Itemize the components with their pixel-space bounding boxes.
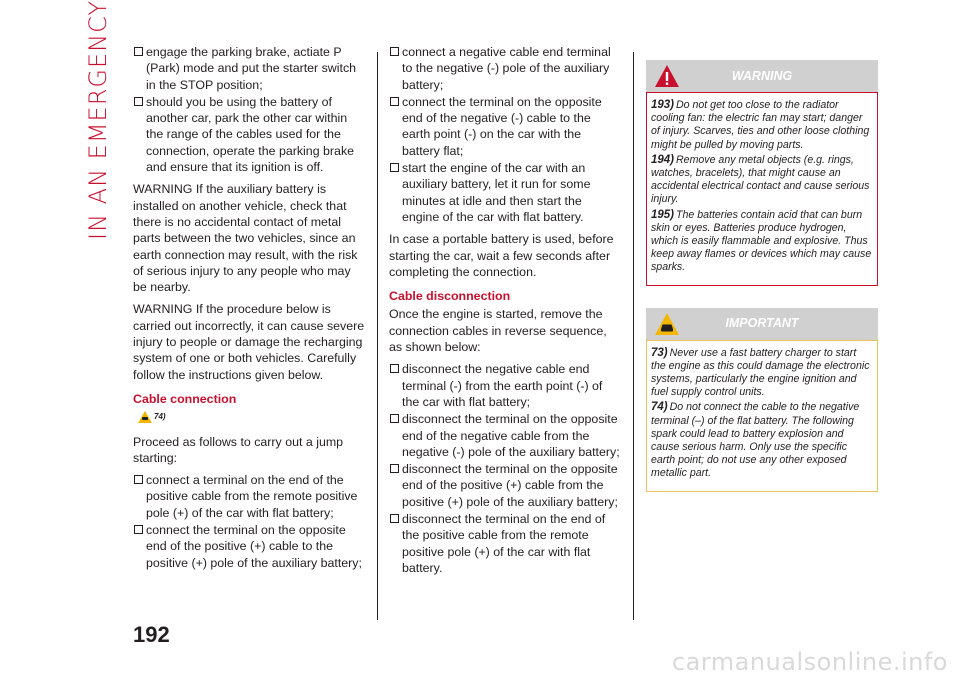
checkbox-bullet-icon	[390, 464, 399, 473]
checkbox-bullet-icon	[390, 414, 399, 423]
list-item: connect a negative cable end terminal to the negative (-) pole of the auxiliary battery;	[389, 44, 621, 93]
checkbox-bullet-icon	[390, 514, 399, 523]
important-box-header	[646, 308, 878, 340]
important-box	[646, 308, 878, 492]
page-number: 192	[133, 622, 170, 647]
checkbox-bullet-icon	[134, 525, 143, 534]
column-divider	[377, 52, 378, 620]
checkbox-bullet-icon	[134, 475, 143, 484]
column-3	[646, 60, 878, 492]
list-item: disconnect the terminal on the opposite end of the positive (+) cable from the positive (+) pole of the auxiliary battery;	[389, 461, 621, 510]
note-item: 195) The batteries contain acid that can burn skin or eyes. Batteries produce hydrogen, which is easily flammable and explosive. Thus keep away flames or devices which may cause sparks.	[651, 208, 872, 274]
exclamation-warning-icon	[654, 64, 680, 88]
warning-paragraph: WARNING If the auxiliary battery is installed on another vehicle, check that there is no accidental contact of metal parts between the two vehicles, since an earth connection may result, with the risk of serious injury to any people who may be nearby.	[133, 182, 358, 295]
warning-paragraph: WARNING If the procedure below is carried out incorrectly, it can cause severe injury to people or damage the recharging system of one or both vehicles. Carefully follow the instructions given below.	[133, 302, 365, 382]
checkbox-bullet-icon	[134, 47, 143, 56]
note-item: 74) Do not connect the cable to the negative terminal (–) of the flat battery. The following spark could lead to battery explosion and cause serious harm. Only use the specific earth point; do not use any other exposed metallic part.	[651, 401, 860, 480]
list-item: connect the terminal on the opposite end of the negative (-) cable to the earth point (-) on the car with the battery flat;	[389, 94, 621, 159]
column-2	[389, 44, 621, 577]
intro-paragraph: Proceed as follows to carry out a jump starting:	[133, 434, 344, 465]
important-box-body	[646, 340, 878, 492]
list-item: engage the parking brake, actiate P (Park) mode and put the starter switch in the STOP position;	[133, 44, 367, 93]
list-item: connect the terminal on the opposite end of the positive (+) cable to the positive (+) pole of the auxiliary battery;	[133, 522, 367, 571]
warning-reference: 74)	[138, 409, 367, 425]
note-item: 194) Remove any metal objects (e.g. rings, watches, bracelets), that might cause an accidental electrical contact and cause serious injury.	[651, 153, 870, 206]
section-heading: Cable connection	[133, 391, 237, 406]
list-item: connect a terminal on the end of the positive cable from the remote positive pole (+) of the car with flat battery;	[133, 472, 367, 521]
checkbox-bullet-icon	[390, 97, 399, 106]
checkbox-bullet-icon	[390, 364, 399, 373]
car-warning-icon	[138, 411, 152, 423]
checkbox-bullet-icon	[390, 163, 399, 172]
list-item: disconnect the negative cable end terminal (-) from the earth point (-) of the car with flat battery;	[389, 361, 621, 410]
note-item: 73) Never use a fast battery charger to start the engine as this could damage the electronic systems, particularly the engine ignition and fuel supply control units.	[651, 346, 870, 399]
checkbox-bullet-icon	[134, 97, 143, 106]
warning-box-header	[646, 60, 878, 92]
info-paragraph: In case a portable battery is used, before starting the car, wait a few seconds after completing the connection.	[389, 232, 614, 279]
section-heading: Cable disconnection	[389, 289, 511, 304]
car-caution-icon	[654, 312, 680, 336]
column-divider	[633, 52, 634, 620]
warning-box	[646, 60, 878, 286]
important-box-title: IMPORTANT	[725, 316, 799, 331]
column-1	[133, 44, 367, 572]
watermark: carmanualsonline.info	[671, 648, 948, 676]
list-item: disconnect the terminal on the opposite end of the negative cable from the negative (-) pole of the auxiliary battery;	[389, 411, 621, 460]
checkbox-bullet-icon	[390, 47, 399, 56]
section-tab: IN AN EMERGENCY	[84, 0, 112, 240]
warning-box-title: WARNING	[731, 68, 793, 83]
list-item: disconnect the terminal on the end of the positive cable from the remote positive pole (+) of the car with flat battery.	[389, 511, 621, 576]
intro-paragraph: Once the engine is started, remove the connection cables in reverse sequence, as shown below:	[389, 307, 607, 355]
warning-box-body	[646, 92, 878, 286]
note-item: 193) Do not get too close to the radiator cooling fan: the electric fan may start; danger of injury. Scarves, ties and other loose clothing might be pulled by moving parts.	[651, 99, 870, 151]
list-item: start the engine of the car with an auxiliary battery, let it run for some minutes at idle and then start the engine of the car with flat battery.	[389, 160, 621, 225]
list-item: should you be using the battery of another car, park the other car within the range of the cables used for the connection, operate the parking brake and ensure that its ignition is off.	[133, 94, 367, 175]
